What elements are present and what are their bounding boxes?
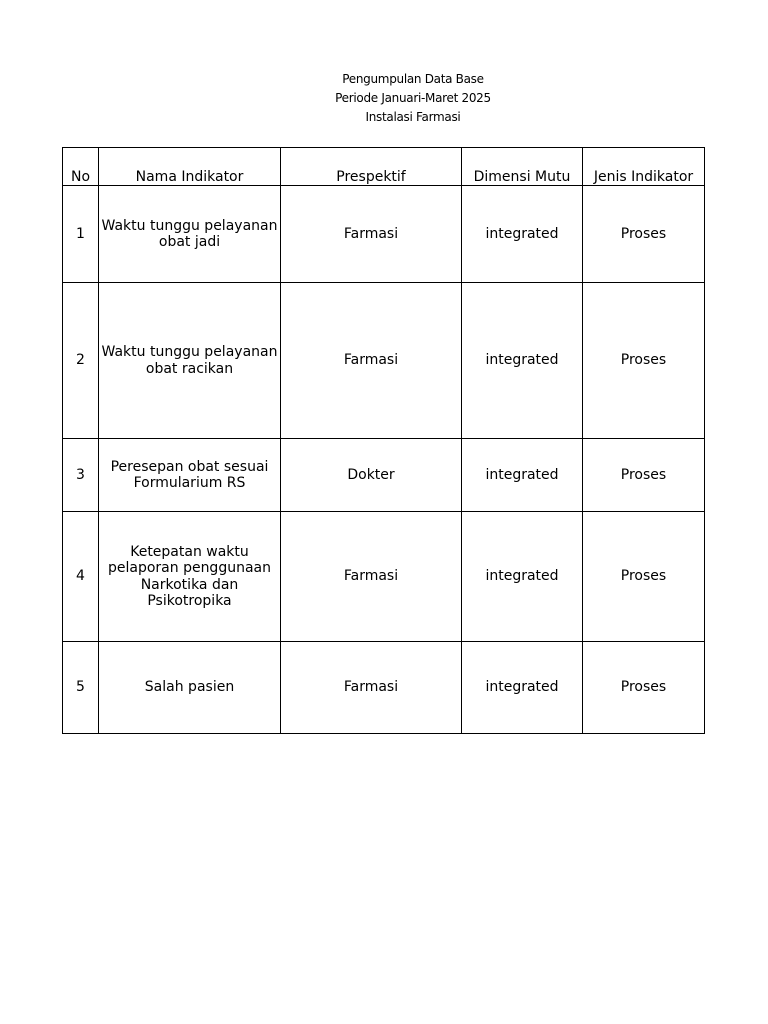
cell-nama-indikator: Waktu tunggu pelayanan obat racikan <box>99 283 281 439</box>
cell-prespektif: Dokter <box>281 439 462 512</box>
cell-nama-indikator: Ketepatan waktu pelaporan penggunaan Narkotika dan Psikotropika <box>99 512 281 642</box>
cell-no: 4 <box>63 512 99 642</box>
column-header-nama-indikator: Nama Indikator <box>99 148 281 186</box>
cell-no: 5 <box>63 642 99 734</box>
header-title: Pengumpulan Data Base <box>342 72 484 86</box>
cell-jenis-indikator: Proses <box>583 186 705 283</box>
document-header <box>0 70 768 127</box>
table-row <box>63 642 705 734</box>
table-row <box>63 283 705 439</box>
cell-dimensi-mutu: integrated <box>462 439 583 512</box>
cell-nama-indikator: Peresepan obat sesuai Formularium RS <box>99 439 281 512</box>
cell-no: 1 <box>63 186 99 283</box>
cell-no: 3 <box>63 439 99 512</box>
cell-jenis-indikator: Proses <box>583 283 705 439</box>
column-header-dimensi-mutu: Dimensi Mutu <box>462 148 583 186</box>
cell-dimensi-mutu: integrated <box>462 186 583 283</box>
cell-nama-indikator: Waktu tunggu pelayanan obat jadi <box>99 186 281 283</box>
cell-dimensi-mutu: integrated <box>462 283 583 439</box>
cell-prespektif: Farmasi <box>281 642 462 734</box>
indicator-table <box>62 147 705 734</box>
cell-no: 2 <box>63 283 99 439</box>
cell-prespektif: Farmasi <box>281 186 462 283</box>
table-row <box>63 439 705 512</box>
table-row <box>63 186 705 283</box>
cell-dimensi-mutu: integrated <box>462 642 583 734</box>
column-header-prespektif: Prespektif <box>281 148 462 186</box>
table-row <box>63 512 705 642</box>
column-header-jenis-indikator: Jenis Indikator <box>583 148 705 186</box>
cell-dimensi-mutu: integrated <box>462 512 583 642</box>
cell-jenis-indikator: Proses <box>583 439 705 512</box>
cell-prespektif: Farmasi <box>281 283 462 439</box>
header-period: Periode Januari-Maret 2025 <box>335 91 491 105</box>
cell-jenis-indikator: Proses <box>583 512 705 642</box>
header-unit: Instalasi Farmasi <box>365 110 461 124</box>
cell-nama-indikator: Salah pasien <box>99 642 281 734</box>
cell-prespektif: Farmasi <box>281 512 462 642</box>
column-header-no: No <box>63 148 99 186</box>
table-header-row <box>63 148 705 186</box>
cell-jenis-indikator: Proses <box>583 642 705 734</box>
